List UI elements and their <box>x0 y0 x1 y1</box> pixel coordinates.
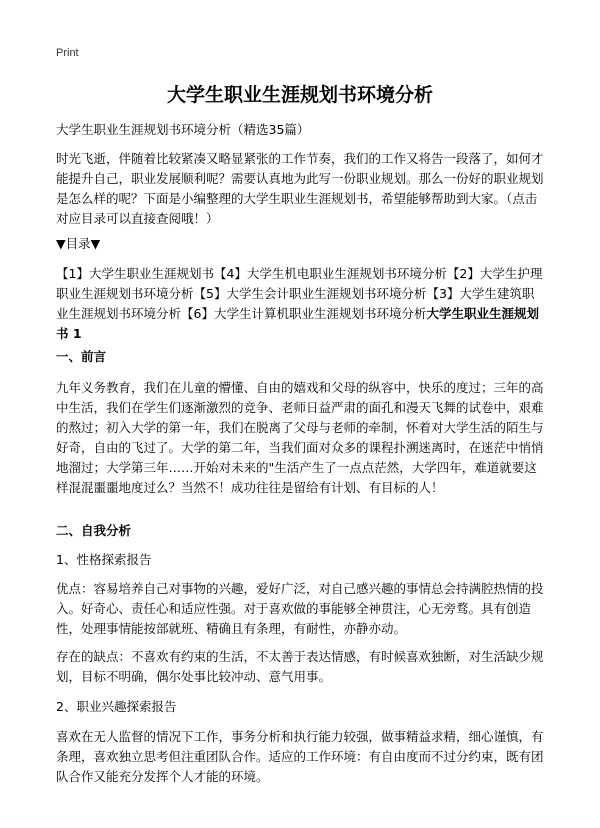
intro-paragraph: 时光飞逝，伴随着比较紧凑又略显紧张的工作节奏，我们的工作又将告一段落了，如何才能提升自己，职业发展顺利呢？需要认真地为此写一份职业规划。那么一份好的职业规划是怎么样的呢？下面是小编整理的大学生职业生涯规划书，希望能够帮助到大家。（点击对应目录可以直接查阅哦！） <box>56 151 544 226</box>
subheading-personality: 1、性格探索报告 <box>56 552 152 567</box>
print-label[interactable]: Print <box>56 47 79 59</box>
preface-paragraph: 九年义务教育，我们在儿童的懵懂、自由的嬉戏和父母的纵容中，快乐的度过；三年的高中生活，我们在学生们逐渐激烈的竞争、老师日益严肃的面孔和漫天飞舞的试卷中，艰难的熬过；初入大学的第一年，我们在脱离了父母与老师的牵制，怀着对大学生活的陌生与好奇，自由的飞过了。大学的第二年，当我们面对众多的课程扑溯迷离时，在迷茫中悄悄地溜过；大学第三年……开始对未来的"生活产生了一点点茫然，大学四年，难道就要这样混混噩噩地度过么？当然不！成功往往是留给有计划、有目标的人！ <box>56 380 544 495</box>
section-heading-self-analysis: 二、自我分析 <box>56 523 132 538</box>
subheading-career-interest: 2、职业兴趣探索报告 <box>56 699 177 714</box>
toc-heading: ▼目录▼ <box>56 236 101 251</box>
section-heading-preface: 一、前言 <box>56 349 107 364</box>
document-title: 大学生职业生涯规划书环境分析 <box>166 84 433 106</box>
strengths-paragraph: 优点：容易培养自己对事物的兴趣，爱好广泛，对自己感兴趣的事情总会持满腔热情的投入。好奇心、责任心和适应性强。对于喜欢做的事能够全神贯注，心无旁骛。具有创造性，处理事情能按部就班、精确且有条理，有耐性，亦静亦动。 <box>56 581 544 636</box>
toc-current-item: 大学生职业生涯规划书 1 <box>56 306 539 341</box>
toc-links[interactable]: 【1】大学生职业生涯规划书【4】大学生机电职业生涯规划书环境分析【2】大学生护理职业生涯规划书环境分析【5】大学生会计职业生涯规划书环境分析【3】大学生建筑职业生涯规划书环境分析【6】大学生计算机职业生涯规划书环境分析 <box>56 266 543 321</box>
career-interest-paragraph: 喜欢在无人监督的情况下工作，事务分析和执行能力较强，做事精益求精，细心谨慎，有条理，喜欢独立思考但注重团队合作。适应的工作环境：有自由度而不过分约束，既有团队合作又能充分发挥个人才能的环境。 <box>56 729 544 784</box>
subtitle: 大学生职业生涯规划书环境分析（精选35篇） <box>56 122 310 137</box>
weaknesses-paragraph: 存在的缺点：不喜欢有约束的生活，不太善于表达情感，有时候喜欢独断，对生活缺少规划，目标不明确，偶尔处事比较冲动、意气用事。 <box>56 649 544 684</box>
toc-list[interactable] <box>56 264 544 344</box>
